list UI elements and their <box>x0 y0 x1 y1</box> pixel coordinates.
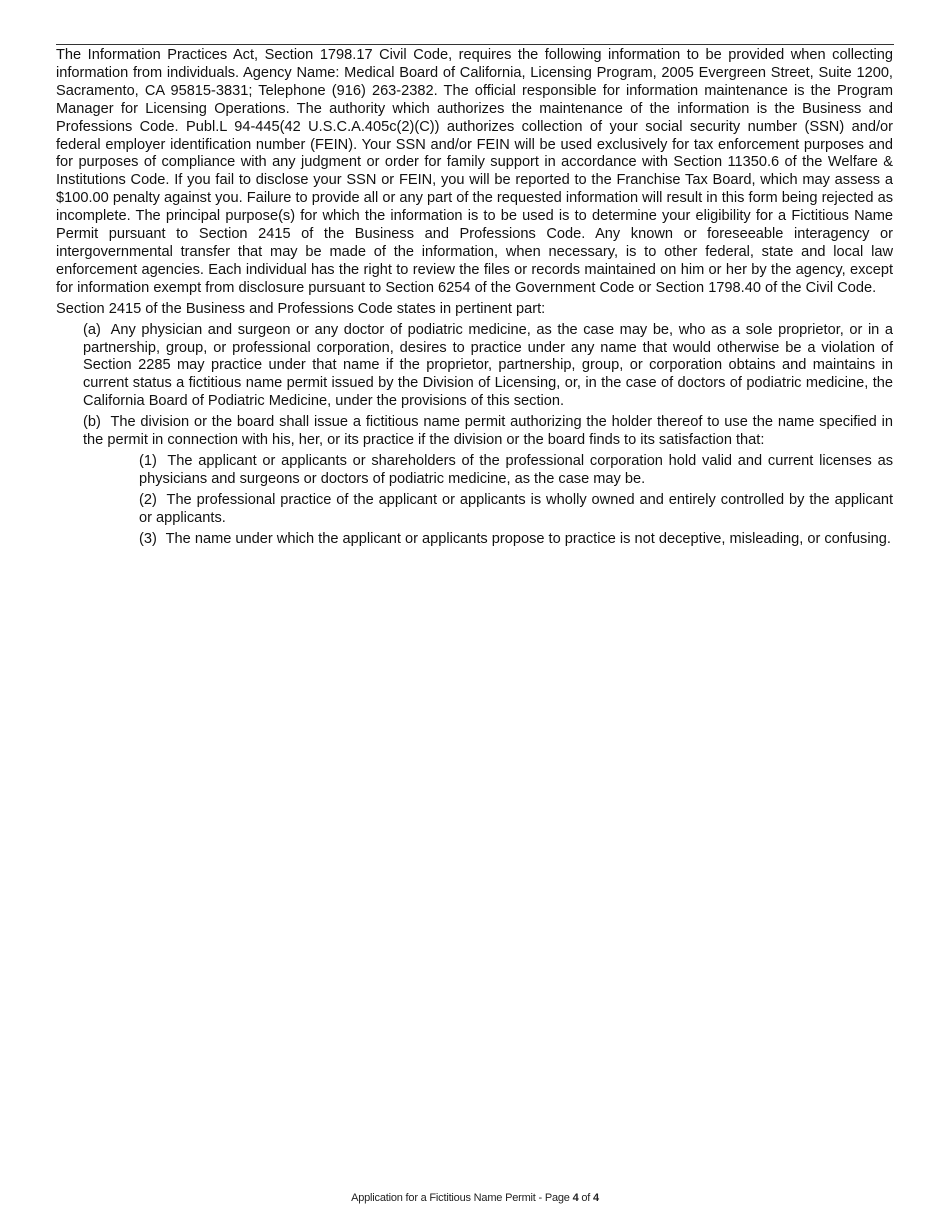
condition-2-label: (2) <box>139 491 157 508</box>
condition-2 <box>139 492 893 528</box>
footer-page-number: 4 <box>572 1192 579 1204</box>
subsection-a <box>83 322 893 412</box>
condition-1-text: The applicant or applicants or shareholders of the professional corporation hold valid and current licenses as physicians and surgeons or doctors of podiatric medicine, as the case may be. <box>139 452 893 487</box>
subsection-b-label: (b) <box>83 414 101 431</box>
condition-3-text: The name under which the applicant or applicants propose to practice is not deceptive, misleading, or confusing. <box>165 530 891 547</box>
subsection-b <box>83 414 893 450</box>
page-footer <box>0 1192 950 1204</box>
condition-3 <box>139 531 893 549</box>
footer-page-total: 4 <box>593 1192 599 1204</box>
subsection-b-text: The division or the board shall issue a fictitious name permit authorizing the holder thereof to use the name specified in the permit in connection with his, her, or its practice if the division or the board finds to its satisfaction that: <box>83 414 893 449</box>
document-body <box>56 47 893 551</box>
condition-3-label: (3) <box>139 530 157 547</box>
section-2415-intro: Section 2415 of the Business and Professions Code states in pertinent part: <box>56 300 546 317</box>
condition-2-text: The professional practice of the applicant or applicants is wholly owned and entirely controlled by the applicant or applicants. <box>139 491 894 526</box>
top-divider <box>56 44 894 45</box>
condition-1 <box>139 453 893 489</box>
condition-1-label: (1) <box>139 452 157 469</box>
subsection-a-text: Any physician and surgeon or any doctor of podiatric medicine, as the case may be, who as a sole proprietor, or in a partnership, group, or professional corporation, desires to practice under any name that would otherwise be a violation of Section 2285 may practice under that name if the proprietor, partnership, group, or corporation obtains and maintains in current status a fictitious name permit issued by the Division of Licensing, or, in the case of doctors of podiatric medicine, the California Board of Podiatric Medicine, under the provisions of this section. <box>83 321 894 410</box>
footer-prefix: Application for a Fictitious Name Permit - Page <box>351 1192 573 1204</box>
privacy-notice-paragraph: The Information Practices Act, Section 1798.17 Civil Code, requires the following information to be provided when collecting information from individuals. Agency Name: Medical Board of California, Licensing Program, 2005 Evergreen Street, Suite 1200, Sacramento, CA 95815-3831; Telephone (916) 263-2382. The official responsible for information maintenance is the Program Manager for Licensing Operations. The authority which authorizes the maintenance of the information is the Business and Professions Code. Publ.L 94-445(42 U.S.C.A.405c(2)(C)) authorizes collection of your social security number (SSN) and/or federal employer identification number (FEIN). Your SSN and/or FEIN will be used exclusively for tax enforcement purposes and for purposes of compliance with any judgment or order for family support in accordance with Section 11350.6 of the Welfare & Institutions Code. If you fail to disclose your SSN or FEIN, you will be reported to the Franchise Tax Board, which may assess a $100.00 penalty against you. Failure to provide all or any part of the requested information will result in this form being rejected as incomplete. The principal purpose(s) for which the information is to be used is to determine your eligibility for a Fictitious Name Permit pursuant to Section 2415 of the Business and Professions Code. Any known or foreseeable interagency or intergovernmental transfer that may be made of the information, when necessary, is to other federal, state and local law enforcement agencies. Each individual has the right to review the files or records maintained on him or her by the agency, except for information exempt from disclosure pursuant to Section 6254 of the Government Code or Section 1798.40 of the Civil Code. <box>56 47 893 296</box>
footer-of: of <box>578 1192 593 1204</box>
subsection-a-label: (a) <box>83 321 101 338</box>
